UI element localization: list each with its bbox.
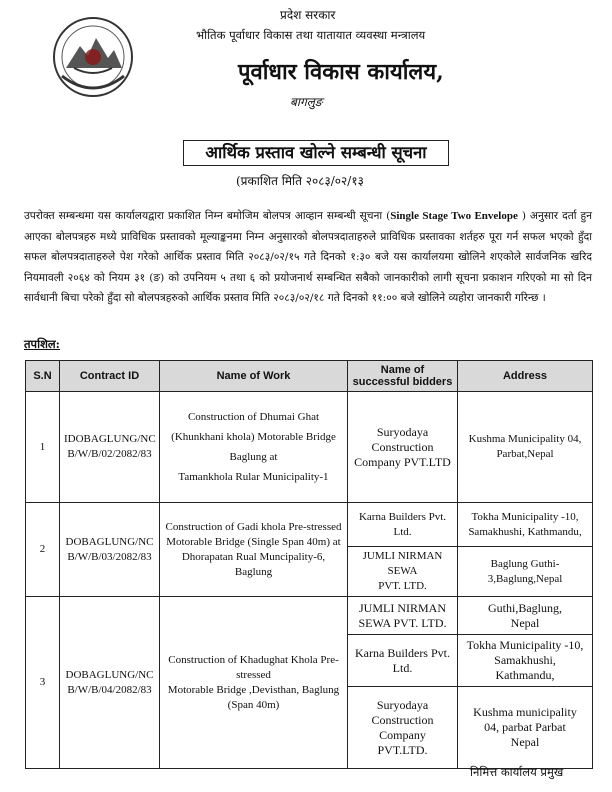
government-name: प्रदेश सरकार [280, 8, 336, 22]
row-address: Kushma Municipality 04, Parbat,Nepal [458, 392, 593, 503]
office-location: बागलुङ [290, 95, 323, 109]
notice-body-english: Single Stage Two Envelope [390, 210, 518, 222]
notice-title: आर्थिक प्रस्ताव खोल्ने सम्बन्धी सूचना [183, 140, 449, 166]
row-address: Tokha Municipality -10, Samakhushi, Kathmandu, [458, 635, 593, 687]
row-work: Construction of Khadughat Khola Pre- stressed Motorable Bridge ,Devisthan, Baglung (Span 40m) [160, 597, 348, 769]
header-work: Name of Work [160, 361, 348, 392]
header-bidders: Name of successful bidders [348, 361, 458, 392]
row-address: Tokha Municipality -10, Samakhushi, Kathmandu, [458, 503, 593, 547]
row-bidder: Karna Builders Pvt. Ltd. [348, 635, 458, 687]
row-address: Baglung Guthi- 3,Baglung,Nepal [458, 547, 593, 597]
row-work: Construction of Gadi khola Pre-stressed Motorable Bridge (Single Span 40m) at Dhorapatan Rual Muncipality-6, Baglung [160, 503, 348, 597]
table-header-row [26, 361, 593, 392]
row-work: Construction of Dhumai Ghat (Khunkhani khola) Motorable Bridge Baglung at Tamankhola Rular Municipality-1 [160, 392, 348, 503]
signature-line: निमित्त कार्यालय प्रमुख [470, 765, 564, 779]
contracts-table [25, 360, 593, 769]
notice-body-part2: ) अनुसार दर्ता हुन आएका बोलपत्रहरु मध्ये प्राविधिक प्रस्तावको मूल्याङ्कनमा निम्न अनुसारको बोलपत्रदाताहरुले प्राविधिक प्रस्तावका शर्तहरु पूरा गर्न सफल भएको हुँदा सफल बोलपत्रदाताहरुले पेश गरेको आर्थिक प्रस्ताव मिति २०८३/०२/१५ गते दिनको १:३० बजे यस कार्यालयमा खोलिने शएकोले सार्वजनिक खरिद नियमावली २०६४ को नियम ३१ (ङ) को उपनियम ५ तथा ६ को प्रयोजनार्थ सम्बन्धित सबैको जानकारीको लागी सूचना प्रकाशन गरिएको मा सो दिन सार्वधानी बिचा परेको हुँदा सो बोलपत्रहरुको आर्थिक प्रस्ताव मिति २०८३/०२/१८ गते दिनको ११:०० बजे खोलिने व्यहोरा जानकारी गरिन्छ । [24, 210, 592, 304]
row-address: Guthi,Baglung, Nepal [458, 597, 593, 635]
table-row [26, 597, 593, 635]
table-row [26, 392, 593, 503]
office-name: पूर्वाधार विकास कार्यालय, [238, 59, 444, 85]
row-bidder: JUMLI NIRMAN SEWA PVT. LTD. [348, 547, 458, 597]
row-contract-id: DOBAGLUNG/NC B/W/B/03/2082/83 [60, 503, 160, 597]
schedule-label: तपशिल: [24, 337, 60, 351]
table-row [26, 503, 593, 547]
row-sn: 3 [26, 597, 60, 769]
header-sn: S.N [26, 361, 60, 392]
row-bidder: Karna Builders Pvt. Ltd. [348, 503, 458, 547]
row-contract-id: DOBAGLUNG/NC B/W/B/04/2082/83 [60, 597, 160, 769]
notice-body-part1: उपरोक्त सम्बन्धमा यस कार्यालयद्वारा प्रकाशित निम्न बमोजिम बोलपत्र आव्हान सम्बन्धी सूचना ( [24, 210, 391, 222]
notice-body [24, 206, 592, 309]
government-emblem-icon [52, 16, 134, 98]
publication-date: (प्रकाशित मिति २०८३/०२/१३ [236, 174, 364, 188]
row-bidder: Suryodaya Construction Company PVT.LTD. [348, 687, 458, 769]
row-bidder: Suryodaya Construction Company PVT.LTD [348, 392, 458, 503]
row-contract-id: IDOBAGLUNG/NC B/W/B/02/2082/83 [60, 392, 160, 503]
header-contract-id: Contract ID [60, 361, 160, 392]
row-address: Kushma municipality 04, parbat Parbat Nepal [458, 687, 593, 769]
ministry-name: भौतिक पूर्वाधार विकास तथा यातायात व्यवस्था मन्त्रालय [196, 28, 426, 42]
row-sn: 2 [26, 503, 60, 597]
header-address: Address [458, 361, 593, 392]
row-sn: 1 [26, 392, 60, 503]
row-bidder: JUMLI NIRMAN SEWA PVT. LTD. [348, 597, 458, 635]
